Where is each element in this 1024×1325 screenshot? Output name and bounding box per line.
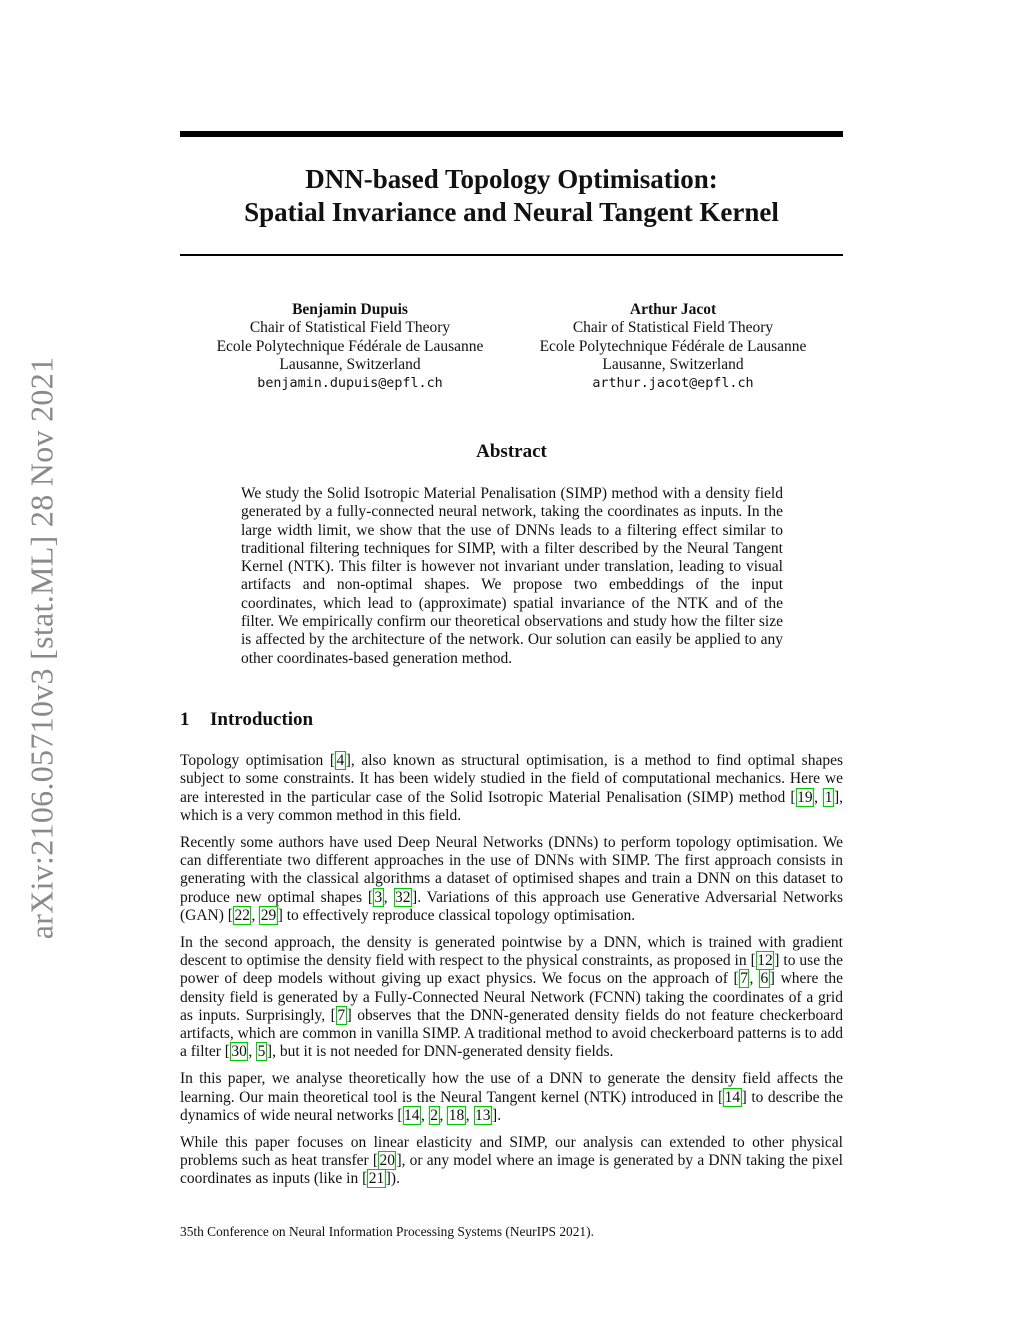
citation-link[interactable]: 1: [824, 788, 833, 806]
paper-title: [180, 163, 843, 229]
citation-link[interactable]: 21: [368, 1170, 385, 1188]
paragraph: In this paper, we analyse theoretically how the use of a DNN to generate the density field affects the learning. Our main theoretical tool is the Neural Tangent kernel (NTK) introduced in [14] to describe the dynamics of wide neural networks [14, 2, 18, 13].: [180, 1070, 843, 1124]
citation-link[interactable]: 13: [475, 1106, 491, 1124]
citation-link[interactable]: 12: [757, 951, 773, 969]
paragraph: While this paper focuses on linear elasticity and SIMP, our analysis can extended to other physical problems such as heat transfer [20], or any model where an image is generated by a DNN taking the pixel coordinates as inputs (like in [21]).: [180, 1133, 843, 1188]
citation-link[interactable]: 7: [337, 1006, 346, 1024]
citation-link[interactable]: 29: [260, 906, 277, 924]
title-line-1: DNN-based Topology Optimisation:: [305, 164, 718, 194]
author-location: Lausanne, Switzerland: [602, 356, 744, 374]
author-institution: Ecole Polytechnique Fédérale de Lausanne: [216, 337, 484, 355]
abstract-text: We study the Solid Isotropic Material Penalisation (SIMP) method with a density field generated by a fully-connected neural network, taking the coordinates as inputs. In the large width limit, we show that the use of DNNs leads to a filtering effect similar to traditional filtering techniques for SIMP, with a filter described by the Neural Tangent Kernel (NTK). This filter is however not invariant under translation, leading to visual artifacts and non-optimal shapes. We propose two embeddings of the input coordinates, which lead to (approximate) spatial invariance of the NTK and of the filter. We empirically confirm our theoretical observations and study how the filter size is affected by the architecture of the network. Our solution can easily be applied to any other coordinates-based generation method.: [241, 485, 783, 667]
paragraph: In the second approach, the density is generated pointwise by a DNN, which is trained with gradient descent to optimise the density field with respect to the physical constraints, as proposed in [12] to use the power of deep models without giving up exact physics. We focus on the approach of [7, 6] where the density field is generated by a Fully-Connected Neural Network (FCNN) taking the coordinates of a grid as inputs. Surprisingly, [7] observes that the DNN-generated density fields do not feature checkerboard artifacts, which are common in vanilla SIMP. A traditional method to avoid checkerboard patterns is to add a filter [30, 5], but it is not needed for DNN-generated density fields.: [180, 933, 844, 1061]
citation-link[interactable]: 32: [395, 888, 411, 906]
conference-footnote: 35th Conference on Neural Information Processing Systems (NeurIPS 2021).: [180, 1224, 594, 1239]
citation-link[interactable]: 5: [257, 1043, 266, 1061]
citation-link[interactable]: 20: [379, 1151, 395, 1169]
title-top-rule: [180, 131, 843, 137]
title-line-2: Spatial Invariance and Neural Tangent Kernel: [244, 197, 779, 227]
arxiv-identifier: arXiv:2106.05710v3 [stat.ML] 28 Nov 2021: [23, 356, 60, 939]
author-block: [513, 301, 833, 393]
citation-link[interactable]: 14: [724, 1088, 741, 1106]
citation-link[interactable]: 22: [234, 906, 250, 924]
title-bottom-rule: [180, 254, 843, 256]
author-email[interactable]: benjamin.dupuis@epfl.ch: [257, 375, 443, 391]
author-email[interactable]: arthur.jacot@epfl.ch: [592, 375, 754, 391]
citation-link[interactable]: 2: [430, 1106, 439, 1124]
section-title: Introduction: [210, 709, 314, 730]
author-name: Arthur Jacot: [629, 301, 717, 318]
author-name: Benjamin Dupuis: [292, 301, 408, 318]
citation-link[interactable]: 14: [404, 1106, 420, 1124]
citation-link[interactable]: 30: [231, 1043, 247, 1061]
author-location: Lausanne, Switzerland: [279, 356, 421, 374]
author-affiliation: Chair of Statistical Field Theory: [249, 319, 451, 337]
citation-link[interactable]: 4: [336, 752, 345, 769]
introduction-body: [180, 752, 843, 1197]
author-institution: Ecole Polytechnique Fédérale de Lausanne: [539, 337, 807, 355]
section-number: 1: [180, 709, 190, 730]
section-heading: [180, 709, 313, 731]
citation-link[interactable]: 7: [740, 970, 748, 988]
paragraph: Recently some authors have used Deep Neural Networks (DNNs) to perform topology optimisation. We can differentiate two different approaches in the use of DNNs with SIMP. The first approach consists in generating with the classical algorithms a dataset of optimised shapes and train a DNN on this dataset to produce new optimal shapes [3, 32]. Variations of this approach use Generative Adversarial Networks (GAN) [22, 29] to effectively reproduce classical topology optimisation.: [180, 833, 844, 924]
citation-link[interactable]: 6: [760, 970, 769, 988]
paragraph: Topology optimisation [4], also known as structural optimisation, is a method to find optimal shapes subject to some constraints. It has been widely studied in the field of computational mechanics. Here we are interested in the particular case of the Solid Isotropic Material Penalisation (SIMP) method [19, 1], which is a very common method in this field.: [180, 752, 843, 824]
author-block: [190, 301, 510, 393]
citation-link[interactable]: 18: [448, 1106, 465, 1124]
citation-link[interactable]: 3: [374, 888, 383, 906]
author-affiliation: Chair of Statistical Field Theory: [572, 319, 774, 337]
citation-link[interactable]: 19: [797, 788, 813, 806]
abstract-heading: Abstract: [476, 441, 547, 462]
arxiv-sidebar: [20, 340, 64, 955]
